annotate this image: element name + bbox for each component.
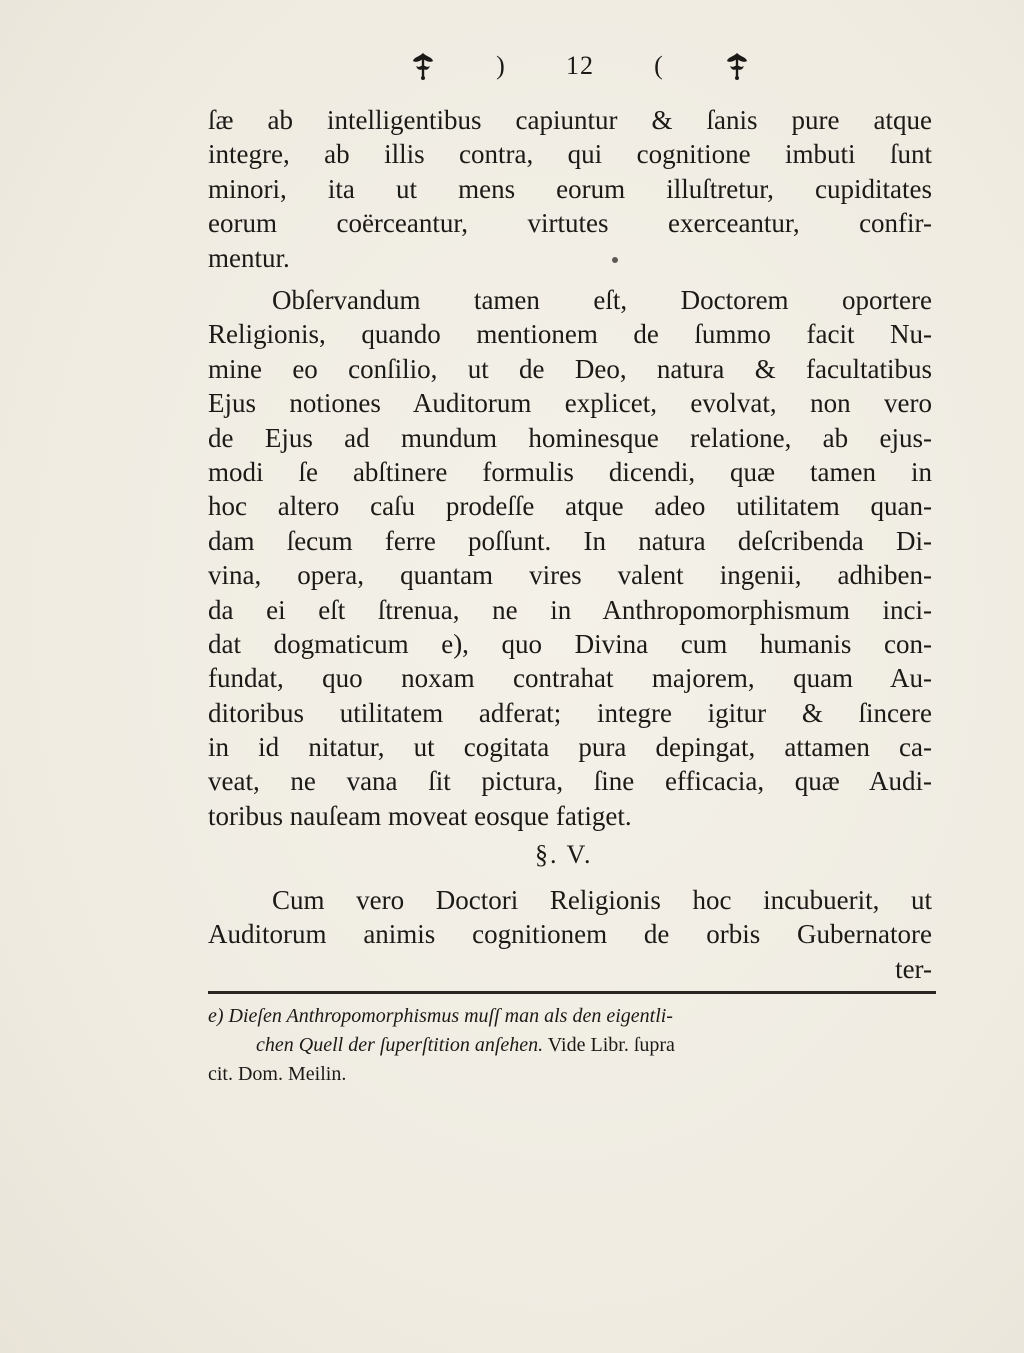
footnote-italic-text: chen Quell der ſuperſtition anſehen. <box>256 1034 544 1056</box>
text-line: da ei eſt ſtrenua, ne in Anthropomorphismum inci- <box>208 594 932 625</box>
footnote-line <box>208 1031 932 1060</box>
paragraph-3 <box>208 883 932 986</box>
text-line: in id nitatur, ut cogitata pura depingat, attamen ca- <box>208 732 932 763</box>
text-line: modi ſe abſtinere formulis dicendi, quæ tamen in <box>208 456 932 487</box>
footnote-marker: e) <box>208 1005 224 1027</box>
text-line: Obſervandum tamen eſt, Doctorem oportere <box>272 285 932 315</box>
section-heading: §. V. <box>535 840 593 869</box>
fleuron-left-icon <box>410 51 436 81</box>
text-line: Ejus notiones Auditorum explicet, evolvat, non vero <box>208 388 932 419</box>
paragraph-1 <box>208 103 932 275</box>
footnote <box>208 1002 932 1089</box>
footnote-line <box>208 1002 932 1031</box>
catchword: ter- <box>895 953 932 984</box>
footnote-divider <box>208 991 936 994</box>
page-number: 12 <box>565 51 594 80</box>
header-bracket-left: ) <box>496 51 506 80</box>
text-line: dam ſecum ferre poſſunt. In natura deſcribenda Di- <box>208 525 932 556</box>
text-line: integre, ab illis contra, qui cognitione imbuti ſunt <box>208 139 932 170</box>
text-line: hoc altero caſu prodeſſe atque adeo utilitatem quan- <box>208 491 932 522</box>
footnote-italic-text: Dieſen Anthropomorphismus muſſ man als den eigentli- <box>228 1005 673 1027</box>
footnote-roman-text: Vide Libr. ſupra <box>543 1034 675 1056</box>
text-line: mentur. <box>208 242 290 273</box>
page-header <box>410 46 750 86</box>
text-line: mine eo conſilio, ut de Deo, natura & facultatibus <box>208 353 932 384</box>
text-line: vina, opera, quantam vires valent ingenii, adhiben- <box>208 560 932 591</box>
text-line: Religionis, quando mentionem de ſummo facit Nu- <box>208 319 932 350</box>
fleuron-right-icon <box>724 51 750 81</box>
paragraph-2 <box>208 283 932 833</box>
footnote-line: cit. Dom. Meilin. <box>208 1063 347 1085</box>
text-line: dat dogmaticum e), quo Divina cum humanis con- <box>208 628 932 659</box>
text-line: veat, ne vana ſit pictura, ſine efficacia, quæ Audi- <box>208 766 932 797</box>
text-line: toribus nauſeam moveat eosque fatiget. <box>208 800 632 831</box>
text-line: de Ejus ad mundum hominesque relatione, ab ejus- <box>208 422 932 453</box>
header-bracket-right: ( <box>654 51 664 80</box>
text-line: ditoribus utilitatem adferat; integre igitur & ſincere <box>208 697 932 728</box>
ink-speck <box>612 257 618 263</box>
text-line: eorum coërceantur, virtutes exerceantur, confir- <box>208 208 932 239</box>
text-line: Cum vero Doctori Religionis hoc incubuerit, ut <box>272 885 932 915</box>
text-line: Auditorum animis cognitionem de orbis Gubernatore <box>208 919 932 950</box>
text-line: minori, ita ut mens eorum illuſtretur, cupiditates <box>208 173 932 204</box>
text-line: ſæ ab intelligentibus capiuntur & ſanis pure atque <box>208 105 932 135</box>
text-line: fundat, quo noxam contrahat majorem, quam Au- <box>208 663 932 694</box>
